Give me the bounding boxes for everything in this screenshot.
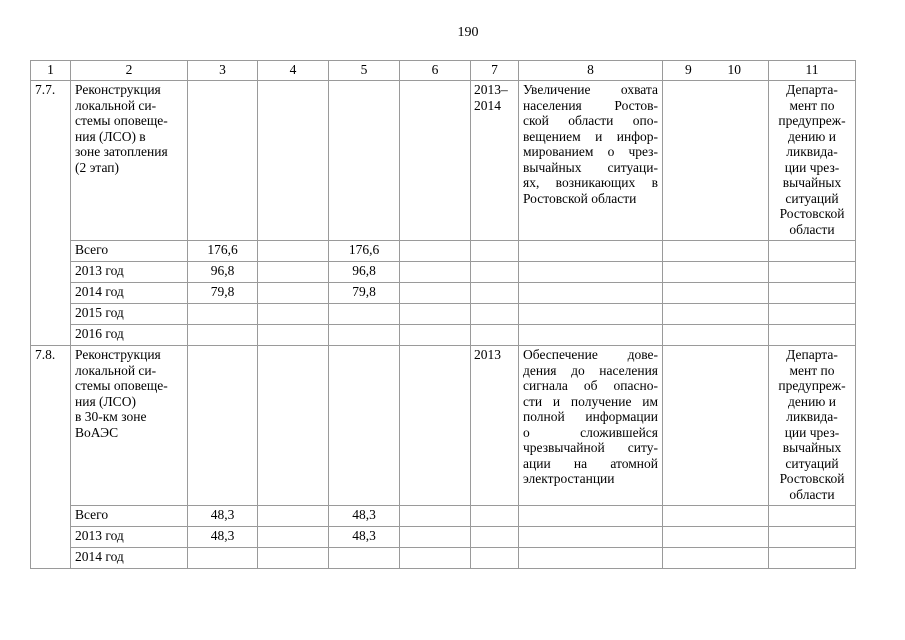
funding-col5 bbox=[329, 325, 400, 346]
funding-col7 bbox=[471, 506, 519, 527]
funding-col11 bbox=[769, 283, 856, 304]
funding-col7 bbox=[471, 325, 519, 346]
funding-col7 bbox=[471, 548, 519, 569]
funding-col3 bbox=[188, 325, 258, 346]
funding-col3: 48,3 bbox=[188, 506, 258, 527]
funding-col6 bbox=[400, 304, 471, 325]
funding-row bbox=[31, 527, 856, 548]
funding-label: 2013 год bbox=[71, 262, 188, 283]
funding-col5 bbox=[329, 304, 400, 325]
column-number: 9 bbox=[663, 61, 718, 81]
funding-row bbox=[31, 304, 856, 325]
funding-col8 bbox=[519, 325, 663, 346]
funding-col6 bbox=[400, 241, 471, 262]
funding-col7 bbox=[471, 527, 519, 548]
funding-col5: 48,3 bbox=[329, 527, 400, 548]
funding-col3: 176,6 bbox=[188, 241, 258, 262]
result-line: Увеличение охвата bbox=[523, 82, 658, 97]
funding-col11 bbox=[769, 241, 856, 262]
funding-col7 bbox=[471, 304, 519, 325]
funding-col4 bbox=[258, 241, 329, 262]
result-line: о сложившейся bbox=[523, 424, 658, 440]
funding-col6 bbox=[400, 506, 471, 527]
funding-col8 bbox=[519, 283, 663, 304]
funding-label: Всего bbox=[71, 241, 188, 262]
funding-col8 bbox=[519, 548, 663, 569]
measure-executor: Департа- мент по предупреж- дению и ликвида- ции чрез- вычайных ситуаций Ростовской области bbox=[769, 346, 856, 506]
funding-col8 bbox=[519, 241, 663, 262]
funding-col5 bbox=[329, 548, 400, 569]
funding-col3 bbox=[188, 304, 258, 325]
result-line: Обеспечение дове- bbox=[523, 347, 658, 362]
funding-col4 bbox=[258, 262, 329, 283]
result-line: населения Ростов- bbox=[523, 97, 658, 113]
funding-col11 bbox=[769, 262, 856, 283]
cell-col9 bbox=[663, 81, 769, 241]
funding-col11 bbox=[769, 304, 856, 325]
funding-col7 bbox=[471, 283, 519, 304]
funding-col6 bbox=[400, 325, 471, 346]
result-line: ации на атомной bbox=[523, 455, 658, 471]
funding-col3: 96,8 bbox=[188, 262, 258, 283]
funding-col3 bbox=[188, 548, 258, 569]
funding-col4 bbox=[258, 304, 329, 325]
funding-label: 2016 год bbox=[71, 325, 188, 346]
measure-name: Реконструкция локальной си- стемы оповеще- ния (ЛСО) в зоне затопления (2 этап) bbox=[71, 81, 188, 241]
result-line: сигнала об опасно- bbox=[523, 378, 658, 393]
program-table bbox=[30, 60, 856, 569]
column-number-row bbox=[31, 61, 856, 81]
funding-col4 bbox=[258, 506, 329, 527]
cell-col3 bbox=[188, 81, 258, 241]
funding-label: Всего bbox=[71, 506, 188, 527]
funding-col4 bbox=[258, 548, 329, 569]
funding-col9 bbox=[663, 262, 769, 283]
funding-col6 bbox=[400, 262, 471, 283]
measure-row bbox=[31, 346, 856, 506]
funding-label: 2013 год bbox=[71, 527, 188, 548]
column-number: 1 bbox=[31, 61, 71, 81]
column-number: 7 bbox=[471, 61, 519, 81]
funding-row bbox=[31, 283, 856, 304]
measure-number: 7.7. bbox=[31, 81, 71, 346]
result-line: сти и получение им bbox=[523, 393, 658, 409]
measure-executor: Департа- мент по предупреж- дению и ликвида- ции чрез- вычайных ситуаций Ростовской области bbox=[769, 81, 856, 241]
measure-name: Реконструкция локальной си- стемы оповеще- ния (ЛСО) в 30-км зоне ВоАЭС bbox=[71, 346, 188, 506]
cell-col6 bbox=[400, 346, 471, 506]
funding-col8 bbox=[519, 262, 663, 283]
column-number: 10 bbox=[718, 61, 769, 81]
result-line: вещением и инфор- bbox=[523, 128, 658, 144]
funding-col5: 96,8 bbox=[329, 262, 400, 283]
result-line: электростанции bbox=[523, 471, 615, 486]
funding-col8 bbox=[519, 506, 663, 527]
funding-col9 bbox=[663, 548, 769, 569]
funding-col3: 48,3 bbox=[188, 527, 258, 548]
result-line: вычайных ситуаци- bbox=[523, 159, 658, 175]
result-line: чрезвычайной ситу- bbox=[523, 440, 658, 455]
funding-col7 bbox=[471, 262, 519, 283]
measure-result bbox=[519, 346, 663, 506]
cell-col5 bbox=[329, 346, 400, 506]
funding-col3: 79,8 bbox=[188, 283, 258, 304]
funding-col11 bbox=[769, 325, 856, 346]
funding-col8 bbox=[519, 527, 663, 548]
measure-row bbox=[31, 81, 856, 241]
column-number: 4 bbox=[258, 61, 329, 81]
funding-col9 bbox=[663, 506, 769, 527]
cell-col4 bbox=[258, 81, 329, 241]
funding-row bbox=[31, 241, 856, 262]
measure-result bbox=[519, 81, 663, 241]
column-number: 8 bbox=[519, 61, 663, 81]
funding-col11 bbox=[769, 527, 856, 548]
funding-col5: 79,8 bbox=[329, 283, 400, 304]
cell-col3 bbox=[188, 346, 258, 506]
funding-col11 bbox=[769, 548, 856, 569]
cell-col4 bbox=[258, 346, 329, 506]
result-line: мированием о чрез- bbox=[523, 144, 658, 159]
result-line: дения до населения bbox=[523, 362, 658, 378]
column-number: 2 bbox=[71, 61, 188, 81]
funding-col9 bbox=[663, 304, 769, 325]
column-number: 5 bbox=[329, 61, 400, 81]
funding-row bbox=[31, 506, 856, 527]
cell-col9 bbox=[663, 346, 769, 506]
funding-col4 bbox=[258, 283, 329, 304]
funding-col6 bbox=[400, 527, 471, 548]
result-line: ях, возникающих в bbox=[523, 175, 658, 190]
funding-label: 2014 год bbox=[71, 548, 188, 569]
funding-col7 bbox=[471, 241, 519, 262]
funding-row bbox=[31, 325, 856, 346]
funding-col6 bbox=[400, 283, 471, 304]
result-line: Ростовской области bbox=[523, 190, 637, 206]
funding-col5: 48,3 bbox=[329, 506, 400, 527]
funding-col4 bbox=[258, 325, 329, 346]
cell-col6 bbox=[400, 81, 471, 241]
funding-col5: 176,6 bbox=[329, 241, 400, 262]
funding-row bbox=[31, 548, 856, 569]
measure-number: 7.8. bbox=[31, 346, 71, 569]
funding-col9 bbox=[663, 527, 769, 548]
funding-col9 bbox=[663, 283, 769, 304]
page-number: 190 bbox=[457, 25, 479, 40]
column-number: 11 bbox=[769, 61, 856, 81]
funding-col11 bbox=[769, 506, 856, 527]
column-number: 6 bbox=[400, 61, 471, 81]
funding-label: 2015 год bbox=[71, 304, 188, 325]
funding-col9 bbox=[663, 241, 769, 262]
result-line: ской области опо- bbox=[523, 113, 658, 128]
column-number: 3 bbox=[188, 61, 258, 81]
result-line: полной информации bbox=[523, 409, 658, 424]
measure-period: 2013 bbox=[471, 346, 519, 506]
funding-col9 bbox=[663, 325, 769, 346]
measure-period: 2013– 2014 bbox=[471, 81, 519, 241]
funding-col4 bbox=[258, 527, 329, 548]
cell-col5 bbox=[329, 81, 400, 241]
funding-row bbox=[31, 262, 856, 283]
funding-col8 bbox=[519, 304, 663, 325]
funding-col6 bbox=[400, 548, 471, 569]
funding-label: 2014 год bbox=[71, 283, 188, 304]
